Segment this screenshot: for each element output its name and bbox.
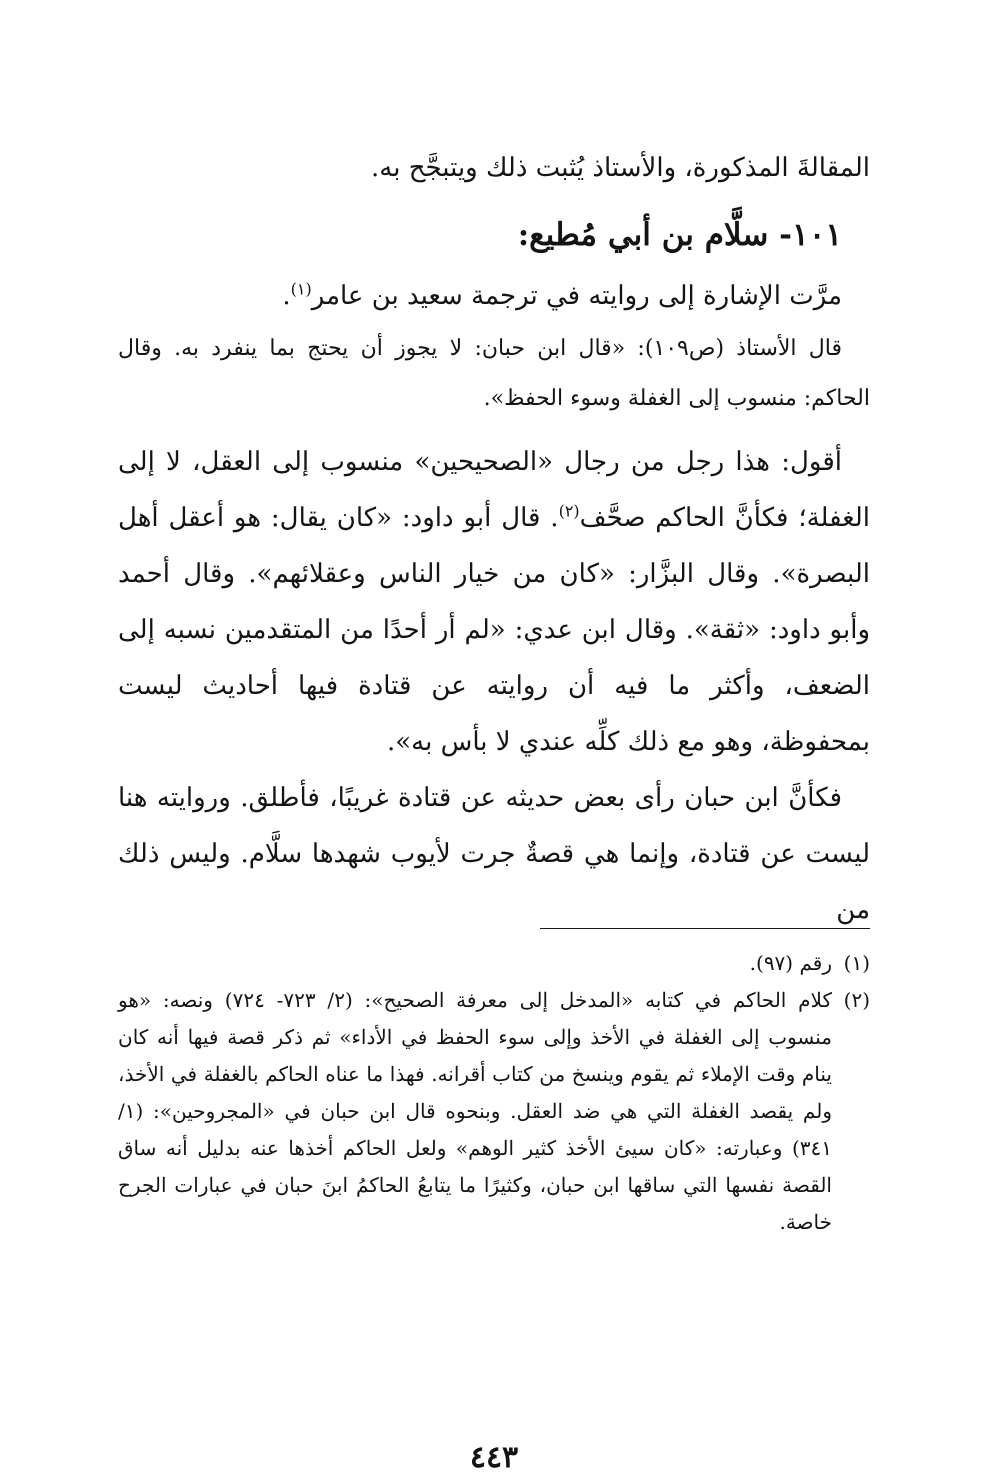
footnote-divider (540, 928, 870, 929)
footnote-ref-2[interactable]: (٢) (558, 501, 580, 521)
footnote-1 (118, 945, 870, 982)
paragraph-3: فكأنَّ ابن حبان رأى بعض حديثه عن قتادة غريبًا، فأطلق. وروايته هنا ليست عن قتادة، وإنما هي قصةٌ جرت لأيوب شهدها سلَّام. وليس ذلك من (118, 783, 870, 925)
page-number: ٤٤٣ (469, 1440, 519, 1475)
paragraph-gap (118, 424, 870, 434)
footnote-1-text: رقم (٩٧). (749, 951, 832, 975)
footnote-ref-1[interactable]: (١) (290, 279, 312, 299)
footnote-1-number: (١) (843, 951, 870, 975)
footnotes (118, 945, 870, 1241)
paragraph-1-text: مرَّت الإشارة إلى روايته في ترجمة سعيد بن عامر (311, 281, 842, 311)
paragraph-2-text-a: أقول: هذا رجل من رجال «الصحيحين» منسوب إلى العقل، لا إلى الغفلة؛ فكأنَّ الحاكم صحَّف (118, 447, 870, 533)
main-text (118, 140, 870, 938)
footnote-2-text: كلام الحاكم في كتابه «المدخل إلى معرفة الصحيح»: (٢/ ٧٢٣- ٧٢٤) ونصه: «هو منسوب إلى الغفلة في الأخذ وإلى سوء الحفظ في الأداء» ثم ذكر قصة فيها أنه كان ينام وقت الإملاء ثم يقوم وينسخ من كتاب أقرانه. فهذا ما عناه الحاكم بالغفلة في الأخذ، ولم يقصد الغفلة التي هي ضد العقل. وبنحوه قال ابن حبان في «المجروحين»: (١/ ٣٤١) وعبارته: «كان سيئ الأخذ كثير الوهم» ولعل الحاكم أخذها عنه بدليل أنه ساق القصة نفسها التي ساقها ابن حبان، وكثيرًا ما يتابعُ الحاكمُ ابنَ حبان في عبارات الجرح خاصة. (118, 988, 832, 1234)
footnote-2 (118, 982, 870, 1241)
continuation-line: المقالةَ المذكورة، والأستاذ يُثبت ذلك ويتبجَّح به. (370, 153, 870, 183)
paragraph-1-end: . (282, 281, 291, 311)
entry-heading: ١٠١- سلَّام بن أبي مُطيع: (517, 217, 842, 253)
paragraph-1 (118, 268, 870, 324)
book-page (118, 140, 870, 1475)
paragraph-2 (118, 434, 870, 770)
paragraph-2-text-b: . قال أبو داود: «كان يقال: هو أعقل أهل البصرة». وقال البزَّار: «كان من خيار الناس وعقلائهم». وقال أحمد وأبو داود: «ثقة». وقال ابن عدي: «لم أر أحدًا من المتقدمين نسبه إلى الضعف، وأكثر ما فيه أن روايته عن قتادة فيها أحاديث ليست بمحفوظة، وهو مع ذلك كلِّه عندي لا بأس به». (118, 503, 870, 757)
quoted-paragraph: قال الأستاذ (ص١٠٩): «قال ابن حبان: لا يجوز أن يحتج بما ينفرد به. وقال الحاكم: منسوب إلى الغفلة وسوء الحفظ». (118, 336, 870, 411)
footnote-2-number: (٢) (843, 988, 870, 1012)
